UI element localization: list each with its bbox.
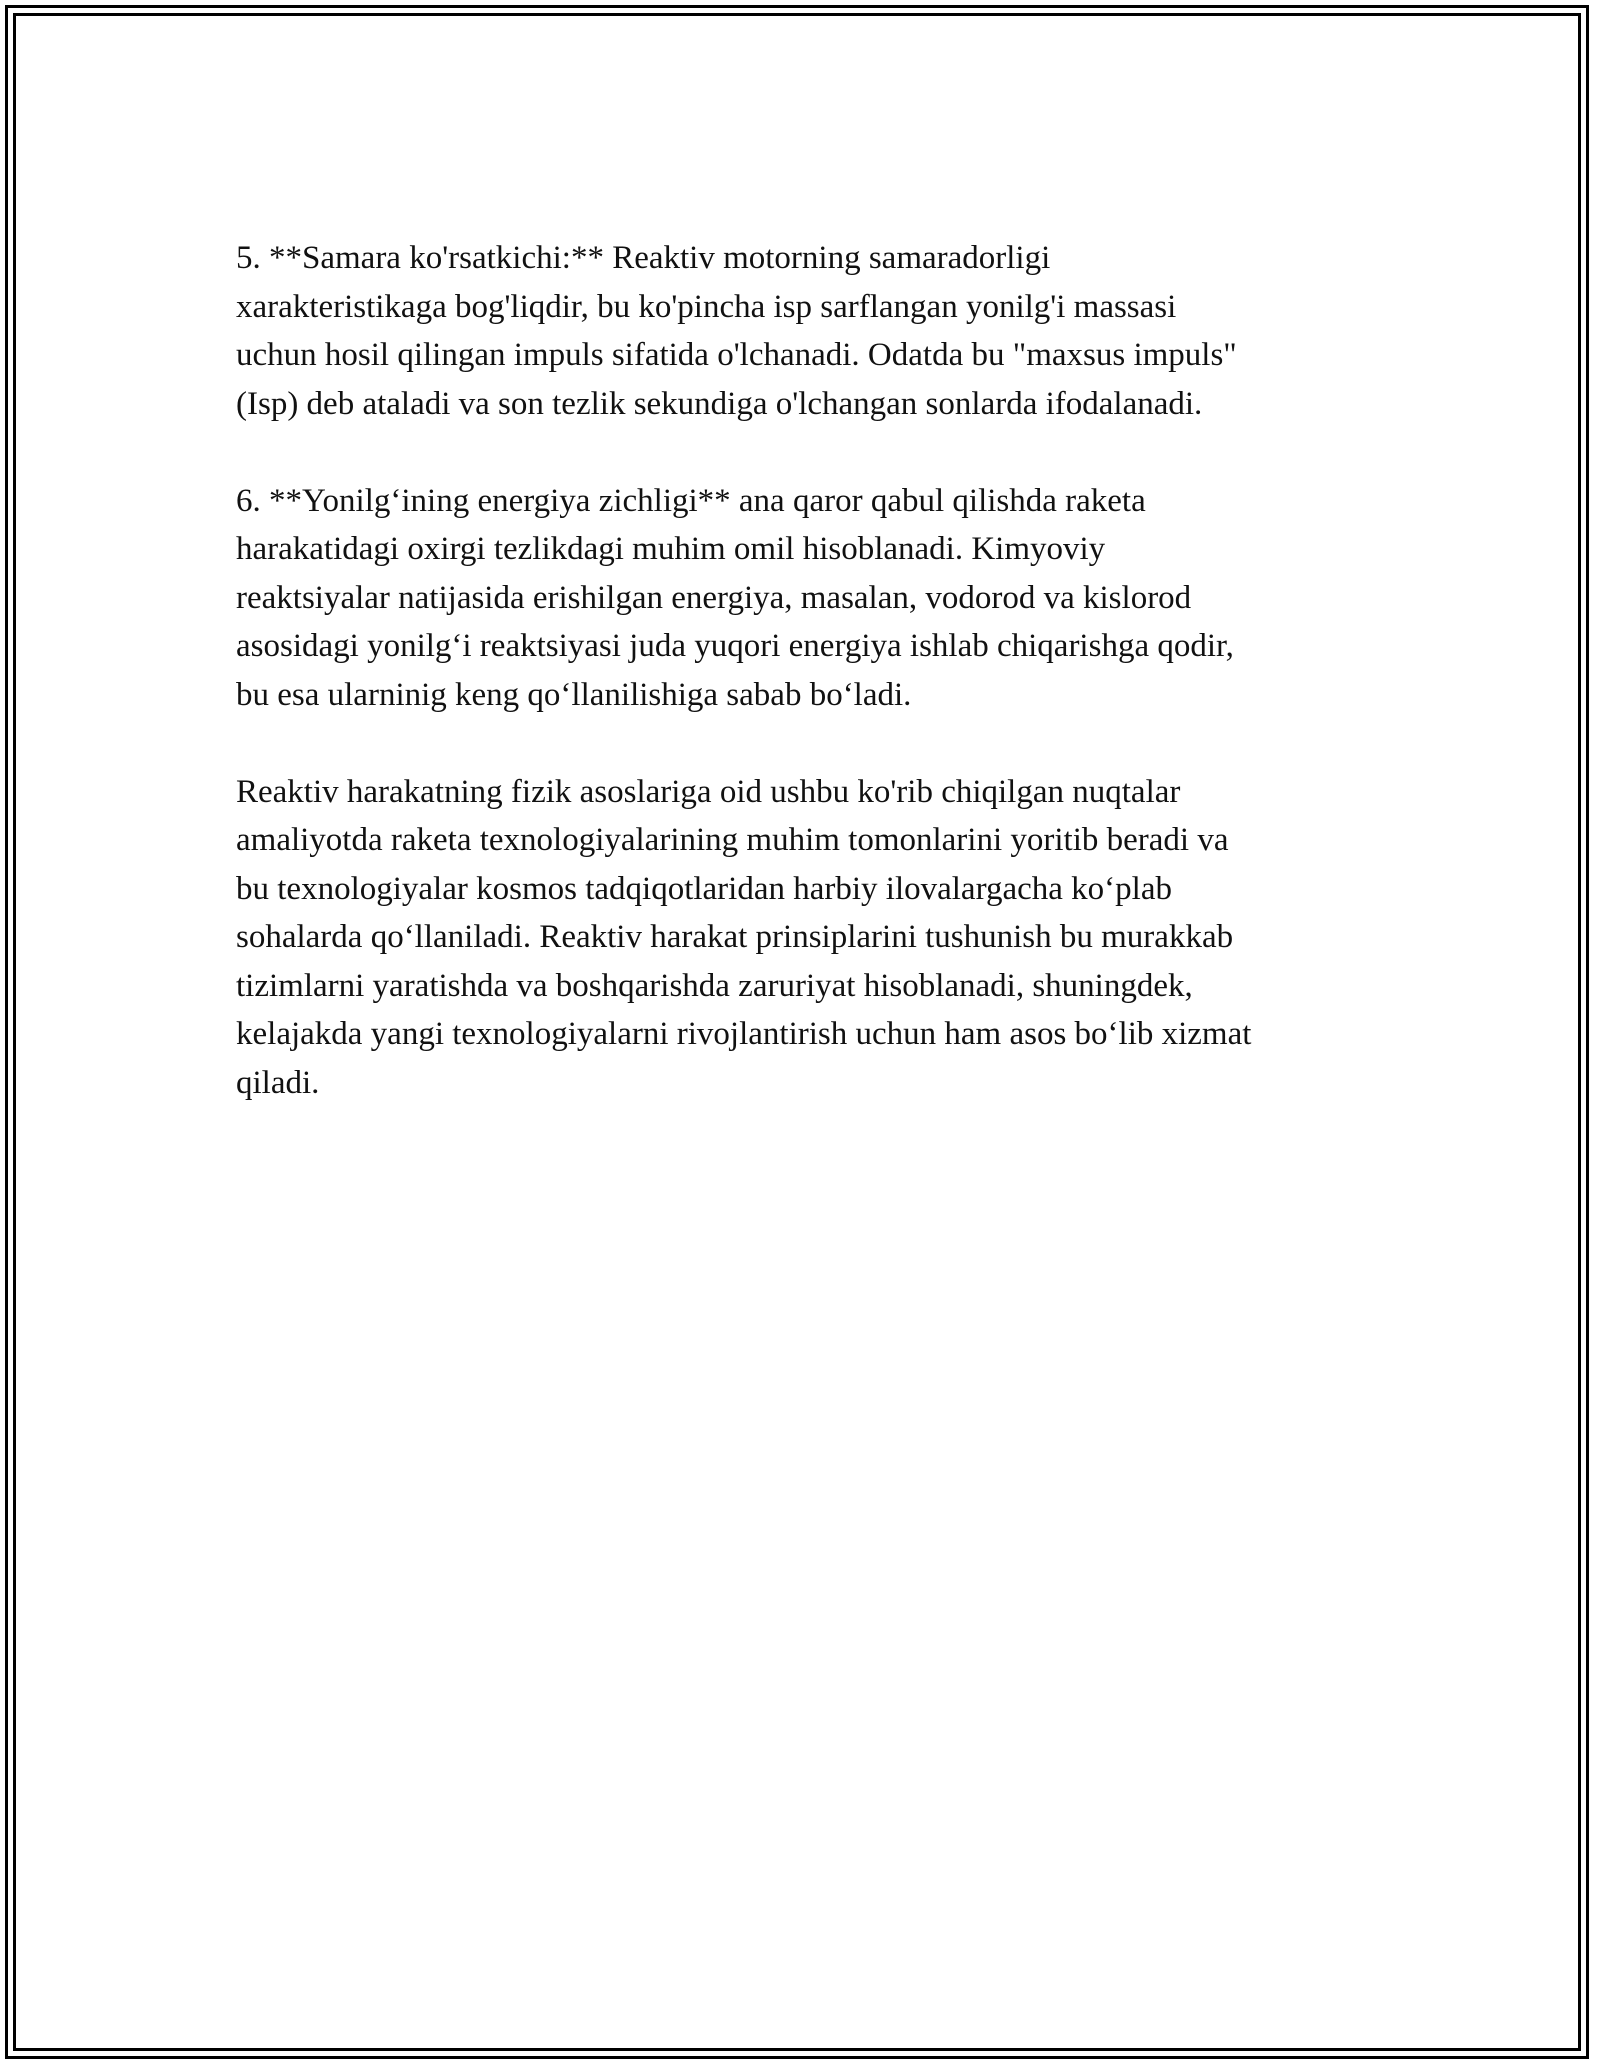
- text-line: tizimlarni yaratishda va boshqarishda zaruriyat hisoblanadi, shuningdek,: [236, 967, 1193, 1004]
- text-line: kelajakda yangi texnologiyalarni rivojlantirish uchun ham asos bo‘lib xizmat: [236, 1016, 1252, 1052]
- text-line: qiladi.: [236, 1064, 320, 1101]
- paragraph-specific-impulse: [236, 234, 1376, 428]
- text-line: 5. **Samara ko'rsatkichi:** Reaktiv motorning samaradorligi: [236, 240, 1051, 276]
- text-line: asosidagi yonilg‘i reaktsiyasi juda yuqori energiya ishlab chiqarishga qodir,: [236, 628, 1234, 664]
- text-line: bu texnologiyalar kosmos tadqiqotlaridan harbiy ilovalargacha ko‘plab: [236, 870, 1172, 907]
- text-line: (Isp) deb ataladi va son tezlik sekundiga o'lchangan sonlarda ifodalanadi.: [236, 385, 1203, 422]
- paragraph-conclusion: [236, 768, 1376, 1108]
- text-line: Reaktiv harakatning fizik asoslariga oid ushbu ko'rib chiqilgan nuqtalar: [236, 773, 1181, 810]
- text-line: amaliyotda raketa texnologiyalarining muhim tomonlarini yoritib beradi va: [236, 822, 1229, 858]
- text-line: xarakteristikaga bog'liqdir, bu ko'pincha isp sarflangan yonilg'i massasi: [236, 288, 1177, 325]
- text-line: sohalarda qo‘llaniladi. Reaktiv harakat prinsiplarini tushunish bu murakkab: [236, 919, 1234, 955]
- text-line: bu esa ularninig keng qo‘llanilishiga sabab bo‘ladi.: [236, 676, 912, 713]
- text-line: 6. **Yonilg‘ining energiya zichligi** ana qaror qabul qilishda raketa: [236, 482, 1146, 519]
- document-body: [236, 234, 1376, 1156]
- text-line: harakatidagi oxirgi tezlikdagi muhim omil hisoblanadi. Kimyoviy: [236, 531, 1106, 567]
- paragraph-energy-density: [236, 477, 1376, 720]
- text-line: reaktsiyalar natijasida erishilgan energiya, masalan, vodorod va kislorod: [236, 579, 1192, 616]
- text-line: uchun hosil qilingan impuls sifatida o'lchanadi. Odatda bu "maxsus impuls": [236, 337, 1237, 373]
